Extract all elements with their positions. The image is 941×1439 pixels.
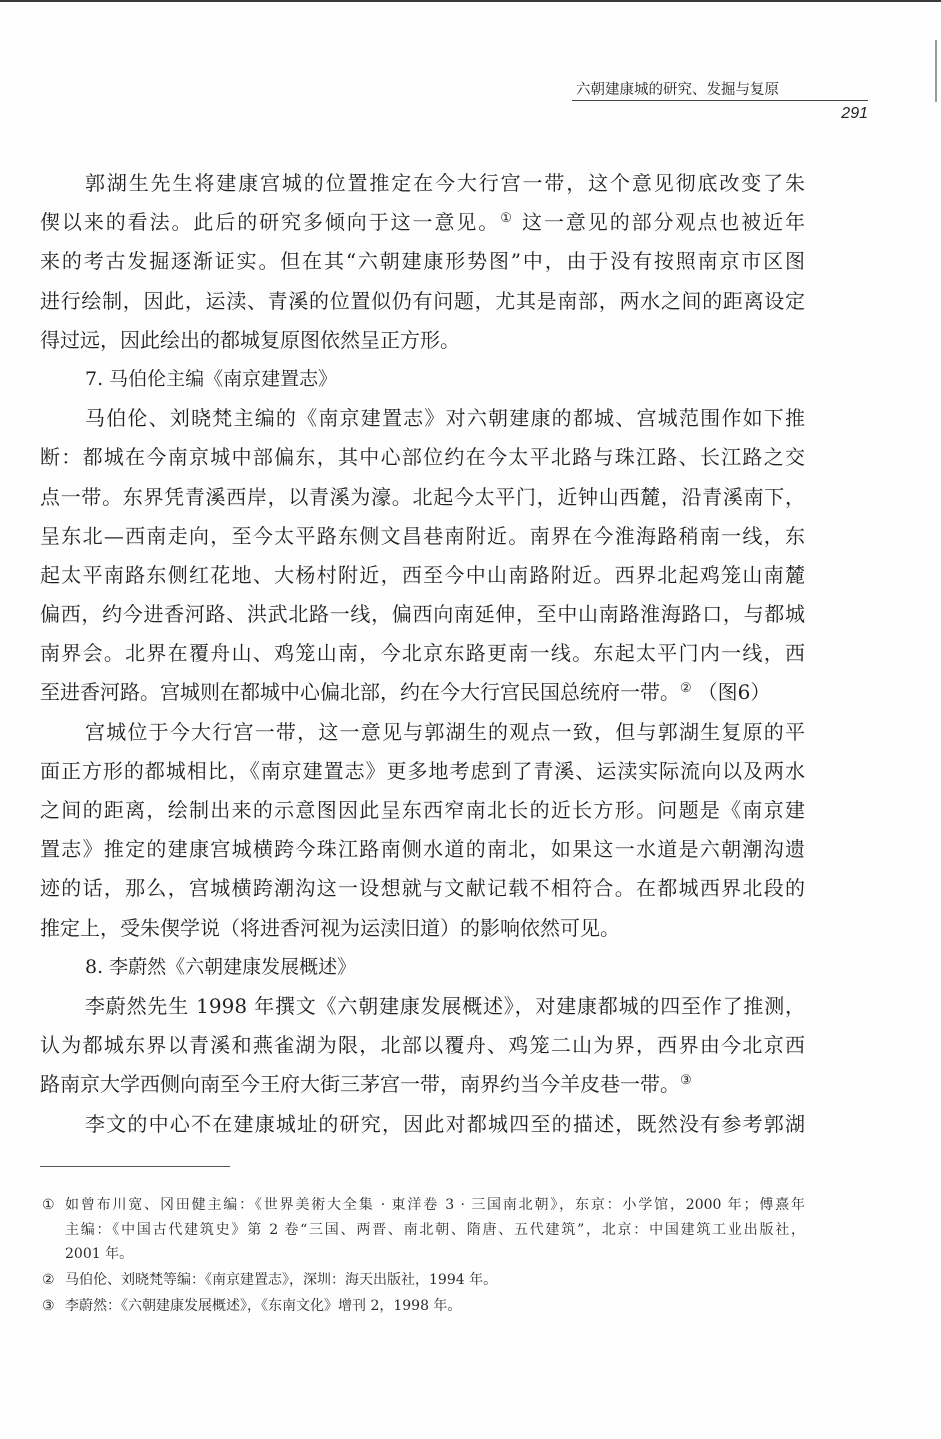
section-heading-8: 8. 李蔚然《六朝建康发展概述》 — [85, 955, 357, 978]
text-line: 来的考古发掘逐渐证实。但在其“六朝建康形势图”中，由于没有按照南京市区图 — [40, 249, 805, 274]
footnote-ref-2: ② — [680, 681, 692, 697]
footnote-line: 主编：《中国古代建筑史》第 2 卷“三国、两晋、南北朝、隋唐、五代建筑”，北京：中国建筑工业出版社， — [65, 1221, 805, 1238]
footnote-marker: ② — [42, 1272, 55, 1288]
body-text — [40, 164, 805, 1144]
footnote-marker: ③ — [42, 1298, 55, 1314]
page-number: 291 — [841, 105, 868, 122]
text-segment: 偰以来的看法。此后的研究多倾向于这一意见。 — [40, 210, 501, 235]
text-line: 南界会。北界在覆舟山、鸡笼山南，今北京东路更南一线。东起太平门内一线，西 — [40, 641, 805, 666]
text-line: 认为都城东界以青溪和燕雀湖为限，北部以覆舟、鸡笼二山为界，西界由今北京西 — [40, 1033, 805, 1058]
footnote-line: 李蔚然：《六朝建康发展概述》，《东南文化》增刊 2，1998 年。 — [65, 1298, 462, 1314]
text-line: 进行绘制，因此，运渎、青溪的位置似仍有问题，尤其是南部，两水之间的距离设定 — [40, 288, 805, 313]
paragraph-2 — [40, 399, 805, 713]
text-line: 面正方形的都城相比，《南京建置志》更多地考虑到了青溪、运渎实际流向以及两水 — [40, 758, 805, 783]
paragraph-4 — [40, 987, 805, 1105]
footnote-line: 马伯伦、刘晓梵等编：《南京建置志》，深圳：海天出版社，1994 年。 — [65, 1272, 498, 1288]
scan-edge — [0, 0, 941, 2]
footnote-2 — [40, 1268, 805, 1293]
text-line: 宫城位于今大行宫一带，这一意见与郭湖生的观点一致，但与郭湖生复原的平 — [85, 719, 805, 744]
paragraph-3 — [40, 713, 805, 948]
text-line — [40, 673, 805, 712]
footnote-ref-3: ③ — [680, 1073, 692, 1089]
text-line: 郭湖生先生将建康宫城的位置推定在今大行宫一带，这个意见彻底改变了朱 — [85, 171, 805, 195]
footnote-1 — [40, 1193, 805, 1267]
text-line: 断：都城在今南京城中部偏东，其中心部位约在今太平北路与珠江路、长江路之交 — [40, 445, 805, 470]
footnote-line: 2001 年。 — [65, 1246, 134, 1262]
section-heading-7: 7. 马伯伦主编《南京建置志》 — [85, 367, 338, 390]
text-line: 李蔚然先生 1998 年撰文《六朝建康发展概述》，对建康都城的四至作了推测， — [85, 993, 805, 1018]
figure-ref: （图6） — [697, 680, 771, 705]
paragraph-1 — [40, 164, 805, 360]
text-line: 置志》推定的建康宫城横跨今珠江路南侧水道的南北，如果这一水道是六朝潮沟遗 — [40, 837, 805, 862]
footnote-ref-1: ① — [500, 211, 514, 227]
text-line: 之间的距离，绘制出来的示意图因此呈东西窄南北长的近长方形。问题是《南京建 — [40, 798, 805, 822]
text-line: 偏西，约今进香河路、洪武北路一线，偏西向南延伸，至中山南路淮海路口，与都城 — [40, 602, 805, 627]
footnote-line: 如曾布川宽、冈田健主编：《世界美術大全集 · 東洋卷 3 · 三国南北朝》，东京：小学馆，2000 年；傅熹年 — [65, 1197, 805, 1213]
running-title: 六朝建康城的研究、发掘与复原 — [576, 82, 779, 98]
text-line — [40, 1065, 805, 1104]
text-segment: 至进香河路。宫城则在都城中心偏北部，约在今大行宫民国总统府一带。 — [40, 680, 680, 705]
text-line: 迹的话，那么，宫城横跨潮沟这一设想就与文献记载不相符合。在都城西界北段的 — [40, 876, 805, 901]
text-line: 点一带。东界凭青溪西岸，以青溪为濠。北起今太平门，近钟山西麓，沿青溪南下， — [40, 484, 805, 509]
text-line: 李文的中心不在建康城址的研究，因此对都城四至的描述，既然没有参考郭湖 — [85, 1111, 805, 1136]
scan-mark — [935, 40, 937, 102]
text-line: 起太平南路东侧红花地、大杨村附近，西至今中山南路附近。西界北起鸡笼山南麓 — [40, 562, 805, 587]
header-rule — [572, 100, 868, 101]
text-line — [40, 203, 805, 242]
text-line: 推定上，受朱偰学说（将进香河视为运渎旧道）的影响依然可见。 — [40, 915, 620, 940]
footnote-separator — [40, 1166, 230, 1167]
text-line: 马伯伦、刘晓梵主编的《南京建置志》对六朝建康的都城、宫城范围作如下推 — [85, 406, 805, 431]
footnote-marker: ① — [42, 1197, 55, 1213]
text-line: 呈东北—西南走向，至今太平路东侧文昌巷南附近。南界在今淮海路稍南一线，东 — [40, 523, 805, 548]
footnote-3 — [40, 1294, 805, 1319]
text-segment: 这一意见的部分观点也被近年 — [513, 210, 806, 235]
text-line: 得过远，因此绘出的都城复原图依然呈正方形。 — [40, 327, 460, 352]
text-segment: 路南京大学西侧向南至今王府大街三茅宫一带，南界约当今羊皮巷一带。 — [40, 1072, 680, 1097]
paragraph-5 — [40, 1105, 805, 1144]
